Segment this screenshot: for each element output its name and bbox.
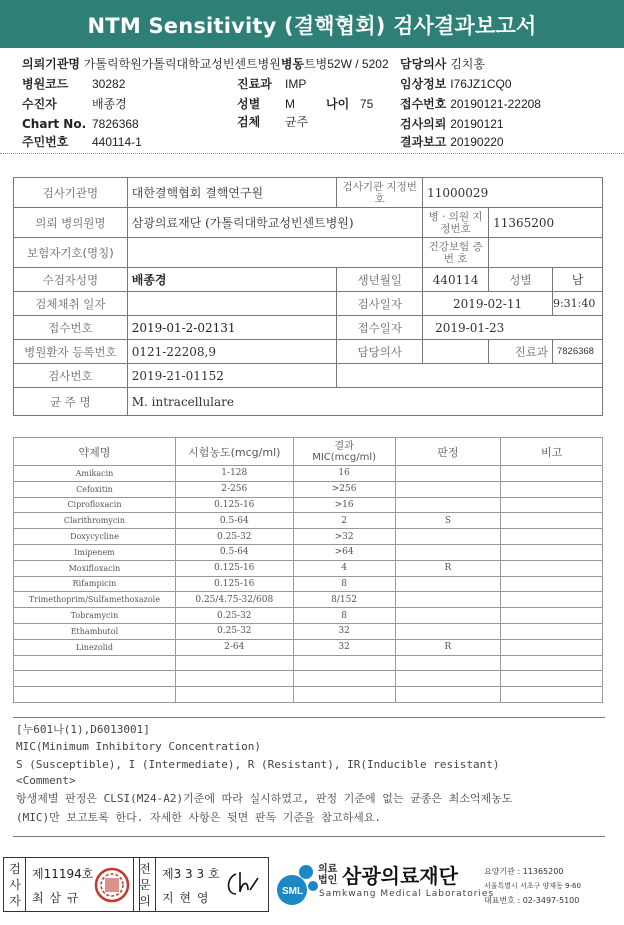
doctor-row xyxy=(400,55,485,73)
range-cell: 0.125-16 xyxy=(175,576,293,592)
table-row xyxy=(14,576,603,592)
age-value: 75 xyxy=(360,97,374,111)
table-row xyxy=(14,687,603,703)
range-cell: 2-64 xyxy=(175,639,293,655)
collect-label: 검체채취 일자 xyxy=(14,292,128,316)
id-value: 440114-1 xyxy=(92,135,142,149)
hosp-code-value: 11365200 xyxy=(489,208,603,238)
receipt-label: 접수번호 xyxy=(400,97,447,111)
dotted-divider xyxy=(0,153,624,154)
table-row xyxy=(14,466,603,482)
tester-seal-icon xyxy=(94,867,130,903)
clinical-label: 임상정보 xyxy=(400,77,447,91)
note-cell xyxy=(501,623,603,639)
table-row xyxy=(14,560,603,576)
interp-cell xyxy=(395,576,501,592)
note-header: 비고 xyxy=(501,438,603,466)
inst-label: 검사기관명 xyxy=(14,178,128,208)
patient-row xyxy=(22,95,127,113)
specialist-name: 지 현 영 xyxy=(162,891,210,905)
request-row xyxy=(400,115,504,133)
drug-cell xyxy=(14,671,176,687)
mic-cell: >32 xyxy=(293,529,395,545)
drug-cell: Ciprofloxacin xyxy=(14,497,176,513)
drug-cell: Tobramycin xyxy=(14,608,176,624)
interp-cell xyxy=(395,529,501,545)
id-label: 주민번호 xyxy=(22,135,69,149)
ward-label: 병동 xyxy=(280,57,305,71)
institution-row xyxy=(22,55,389,73)
mic-cell xyxy=(293,671,395,687)
receipt2-label: 접수번호 xyxy=(14,316,128,340)
specimen-row xyxy=(237,113,308,131)
range-cell: 0.25/4.75-32/608 xyxy=(175,592,293,608)
patient-value: 배종경 xyxy=(92,97,127,111)
org-english: Samkwang Medical Laboratories xyxy=(319,889,495,899)
collect-value xyxy=(127,292,337,316)
test-no-label: 검사번호 xyxy=(14,364,128,388)
mic-cell: 8 xyxy=(293,576,395,592)
range-cell xyxy=(175,671,293,687)
dept2-value: 7826368 xyxy=(552,340,602,364)
test-date-value: 2019-02-11 xyxy=(423,292,553,316)
drug-cell: Clarithromycin xyxy=(14,513,176,529)
table-row xyxy=(14,513,603,529)
interp-cell xyxy=(395,481,501,497)
table-row xyxy=(14,481,603,497)
signature-icon xyxy=(222,868,262,900)
report-row xyxy=(400,133,504,151)
request-label: 검사의뢰 xyxy=(400,117,447,131)
range-cell: 1-128 xyxy=(175,466,293,482)
interp-cell xyxy=(395,655,501,671)
institution-value: 가톨릭학원가톨릭대학교성빈센트병원 xyxy=(83,57,281,71)
note-cell xyxy=(501,560,603,576)
age-label: 나이 xyxy=(326,97,350,111)
org-phone: 대표번호 : 02-3497-5100 xyxy=(484,896,580,905)
note-cell xyxy=(501,529,603,545)
interp-cell xyxy=(395,608,501,624)
receipt-date-label: 접수일자 xyxy=(337,316,423,340)
receipt2-value: 2019-01-2-02131 xyxy=(127,316,337,340)
interp-cell xyxy=(395,497,501,513)
comment-line: [누601나(1),D6013001] xyxy=(16,723,150,736)
drug-cell: Imipenem xyxy=(14,544,176,560)
interp-cell xyxy=(395,687,501,703)
range-cell: 0.25-32 xyxy=(175,623,293,639)
info-table xyxy=(13,177,603,416)
tester-label: 검사자 xyxy=(9,862,21,908)
chart-row xyxy=(22,115,139,133)
specialist-no: 제3 3 3 호 xyxy=(162,867,220,881)
note-cell xyxy=(501,687,603,703)
mic-cell: 32 xyxy=(293,623,395,639)
note-cell xyxy=(501,671,603,687)
sex-value: M xyxy=(285,97,295,111)
receipt-date-value: 2019-01-23 xyxy=(423,316,603,340)
note-cell xyxy=(501,513,603,529)
interp-header: 판정 xyxy=(395,438,501,466)
ward-value: 트병52W / 5202 xyxy=(304,57,389,71)
range-cell: 0.5-64 xyxy=(175,544,293,560)
org-prefix-line2: 법인 xyxy=(318,875,338,886)
note-cell xyxy=(501,544,603,560)
comment-line: MIC(Minimum Inhibitory Concentration) xyxy=(16,739,262,753)
specialist-box xyxy=(133,857,269,912)
note-cell xyxy=(501,481,603,497)
organism-label: 균 주 명 xyxy=(14,388,128,416)
mic-cell: 8/152 xyxy=(293,592,395,608)
tester-name: 최 삼 규 xyxy=(32,891,80,905)
doctor2-value xyxy=(423,340,489,364)
test-no-value: 2019-21-01152 xyxy=(127,364,337,388)
doctor2-label: 담당의사 xyxy=(337,340,423,364)
mic-cell: 4 xyxy=(293,560,395,576)
reg-label: 병원환자 등록번호 xyxy=(14,340,128,364)
hospital-code-value: 30282 xyxy=(92,77,126,91)
table-row xyxy=(14,544,603,560)
interp-cell xyxy=(395,592,501,608)
note-cell xyxy=(501,576,603,592)
inst-value: 대한결핵협회 결핵연구원 xyxy=(127,178,337,208)
drug-cell: Trimethoprim/Sulfamethoxazole xyxy=(14,592,176,608)
sml-logo-icon xyxy=(272,860,320,908)
comment-line: S (Susceptible), I (Intermediate), R (Resistant), IR(Inducible resistant) xyxy=(16,758,500,771)
hospital-code-label: 병원코드 xyxy=(22,77,69,91)
org-address: 서울특별시 서초구 양재동 9-60 xyxy=(484,882,581,890)
susceptibility-table xyxy=(13,437,603,703)
interp-cell xyxy=(395,544,501,560)
report-value: 20190220 xyxy=(450,135,504,149)
note-cell xyxy=(501,497,603,513)
inst-code-value: 11000029 xyxy=(423,178,603,208)
chart-value: 7826368 xyxy=(92,117,139,131)
table-row xyxy=(14,655,603,671)
dept-row xyxy=(237,75,306,93)
range-cell xyxy=(175,687,293,703)
comment-line: (MIC)만 보고토록 한다. 자세한 사항은 뒷면 판독 기준을 참고하세요. xyxy=(16,810,381,824)
comment-box xyxy=(13,717,605,837)
mic-cell xyxy=(293,687,395,703)
birth-label: 생년월일 xyxy=(337,268,423,292)
drug-cell: Doxycycline xyxy=(14,529,176,545)
note-cell xyxy=(501,608,603,624)
interp-cell xyxy=(395,671,501,687)
susceptibility-body xyxy=(14,466,603,703)
hi-cert-label: 건강보험 증 번 호 xyxy=(423,238,489,268)
receipt-value: 20190121-22208 xyxy=(450,97,541,111)
comment-line: <Comment> xyxy=(16,773,76,787)
range-cell: 2-256 xyxy=(175,481,293,497)
mic-header-line2: MIC(mcg/ml) xyxy=(312,451,377,463)
insurer-label: 보험자기호(명칭) xyxy=(14,238,128,268)
drug-cell: Linezolid xyxy=(14,639,176,655)
table-row xyxy=(14,529,603,545)
mic-header-line1: 결과 xyxy=(334,440,354,452)
org-prefix xyxy=(318,864,337,886)
note-cell xyxy=(501,639,603,655)
dept-label: 진료과 xyxy=(237,77,272,91)
drug-cell: Ethambutol xyxy=(14,623,176,639)
drug-cell xyxy=(14,655,176,671)
comment-line: 항생제별 판정은 CLSI(M24-A2)기준에 따라 실시하였고, 판정 기준에 없는 균종은 최소억제농도 xyxy=(16,792,513,805)
report-label: 결과보고 xyxy=(400,135,447,149)
age-row xyxy=(326,95,373,113)
insurer-value xyxy=(127,238,422,268)
patient-label: 수진자 xyxy=(22,97,57,111)
org-prefix-line1: 의료 xyxy=(318,864,338,875)
tester-box xyxy=(3,857,140,912)
table-row xyxy=(14,608,603,624)
mic-cell xyxy=(293,655,395,671)
clinical-row xyxy=(400,75,512,93)
specimen-label: 검체 xyxy=(237,115,261,129)
chart-label: Chart No. xyxy=(22,117,87,131)
dept2-label: 진료과 xyxy=(489,340,553,364)
mic-cell: >16 xyxy=(293,497,395,513)
blank-cell xyxy=(337,364,603,388)
org-code: 요양기관 : 11365200 xyxy=(484,867,564,876)
mic-cell: 8 xyxy=(293,608,395,624)
inst-code-label: 검사기관 지정번호 xyxy=(337,178,423,208)
mic-cell: >64 xyxy=(293,544,395,560)
note-cell xyxy=(501,655,603,671)
drug-cell: Cefoxitin xyxy=(14,481,176,497)
note-cell xyxy=(501,466,603,482)
birth-value: 440114 xyxy=(423,268,489,292)
organism-value: M. intracellulare xyxy=(127,388,602,416)
interp-cell xyxy=(395,623,501,639)
name-value: 배종경 xyxy=(127,268,337,292)
note-cell xyxy=(501,592,603,608)
tester-label-cell xyxy=(4,858,26,911)
hi-cert-value xyxy=(489,238,603,268)
table-row xyxy=(14,497,603,513)
interp-cell: R xyxy=(395,560,501,576)
name-label: 수검자성명 xyxy=(14,268,128,292)
table-row xyxy=(14,592,603,608)
table-row xyxy=(14,623,603,639)
doctor-label: 담당의사 xyxy=(400,57,447,71)
test-date-label: 검사일자 xyxy=(337,292,423,316)
drug-cell: Rifampicin xyxy=(14,576,176,592)
test-time-value: 9:31:40 xyxy=(552,292,602,316)
req-hosp-value: 삼광의료재단 (가톨릭대학교성빈센트병원) xyxy=(127,208,422,238)
mic-cell: 32 xyxy=(293,639,395,655)
dept-value: IMP xyxy=(285,77,307,91)
mic-cell: >256 xyxy=(293,481,395,497)
institution-label: 의뢰기관명 xyxy=(22,57,80,71)
hospital-code-row xyxy=(22,75,125,93)
interp-cell: S xyxy=(395,513,501,529)
mic-cell: 2 xyxy=(293,513,395,529)
table-row xyxy=(14,671,603,687)
mic-cell: 16 xyxy=(293,466,395,482)
range-cell: 0.5-64 xyxy=(175,513,293,529)
org-name: 삼광의료재단 xyxy=(342,864,458,888)
range-cell: 0.125-16 xyxy=(175,560,293,576)
sex2-value: 남 xyxy=(552,268,602,292)
interp-cell: R xyxy=(395,639,501,655)
range-cell: 0.125-16 xyxy=(175,497,293,513)
range-cell: 0.25-32 xyxy=(175,529,293,545)
tester-no: 제11194호 xyxy=(32,867,94,881)
sex2-label: 성별 xyxy=(489,268,553,292)
specialist-label: 전문의 xyxy=(139,862,151,908)
drug-cell xyxy=(14,687,176,703)
range-header: 시험농도(mcg/ml) xyxy=(175,438,293,466)
interp-cell xyxy=(395,466,501,482)
hosp-code-label: 병 · 의원 지정번호 xyxy=(423,208,489,238)
specialist-label-cell xyxy=(134,858,156,911)
drug-cell: Moxifloxacin xyxy=(14,560,176,576)
request-value: 20190121 xyxy=(450,117,504,131)
reg-value: 0121-22208,9 xyxy=(127,340,337,364)
specimen-value: 균주 xyxy=(285,115,309,129)
range-cell: 0.25-32 xyxy=(175,608,293,624)
range-cell xyxy=(175,655,293,671)
clinical-value: I76JZ1CQ0 xyxy=(450,77,512,91)
table-row xyxy=(14,639,603,655)
drug-cell: Amikacin xyxy=(14,466,176,482)
drug-header: 약제명 xyxy=(14,438,176,466)
report-title: NTM Sensitivity (결핵협회) 검사결과보고서 xyxy=(0,0,624,48)
doctor-value: 김치홍 xyxy=(450,57,485,71)
mic-header xyxy=(293,438,395,466)
req-hosp-label: 의뢰 병의원명 xyxy=(14,208,128,238)
receipt-row xyxy=(400,95,541,113)
sml-text: SML xyxy=(282,886,304,897)
id-row xyxy=(22,133,142,151)
sex-label: 성별 xyxy=(237,97,261,111)
sex-row xyxy=(237,95,295,113)
